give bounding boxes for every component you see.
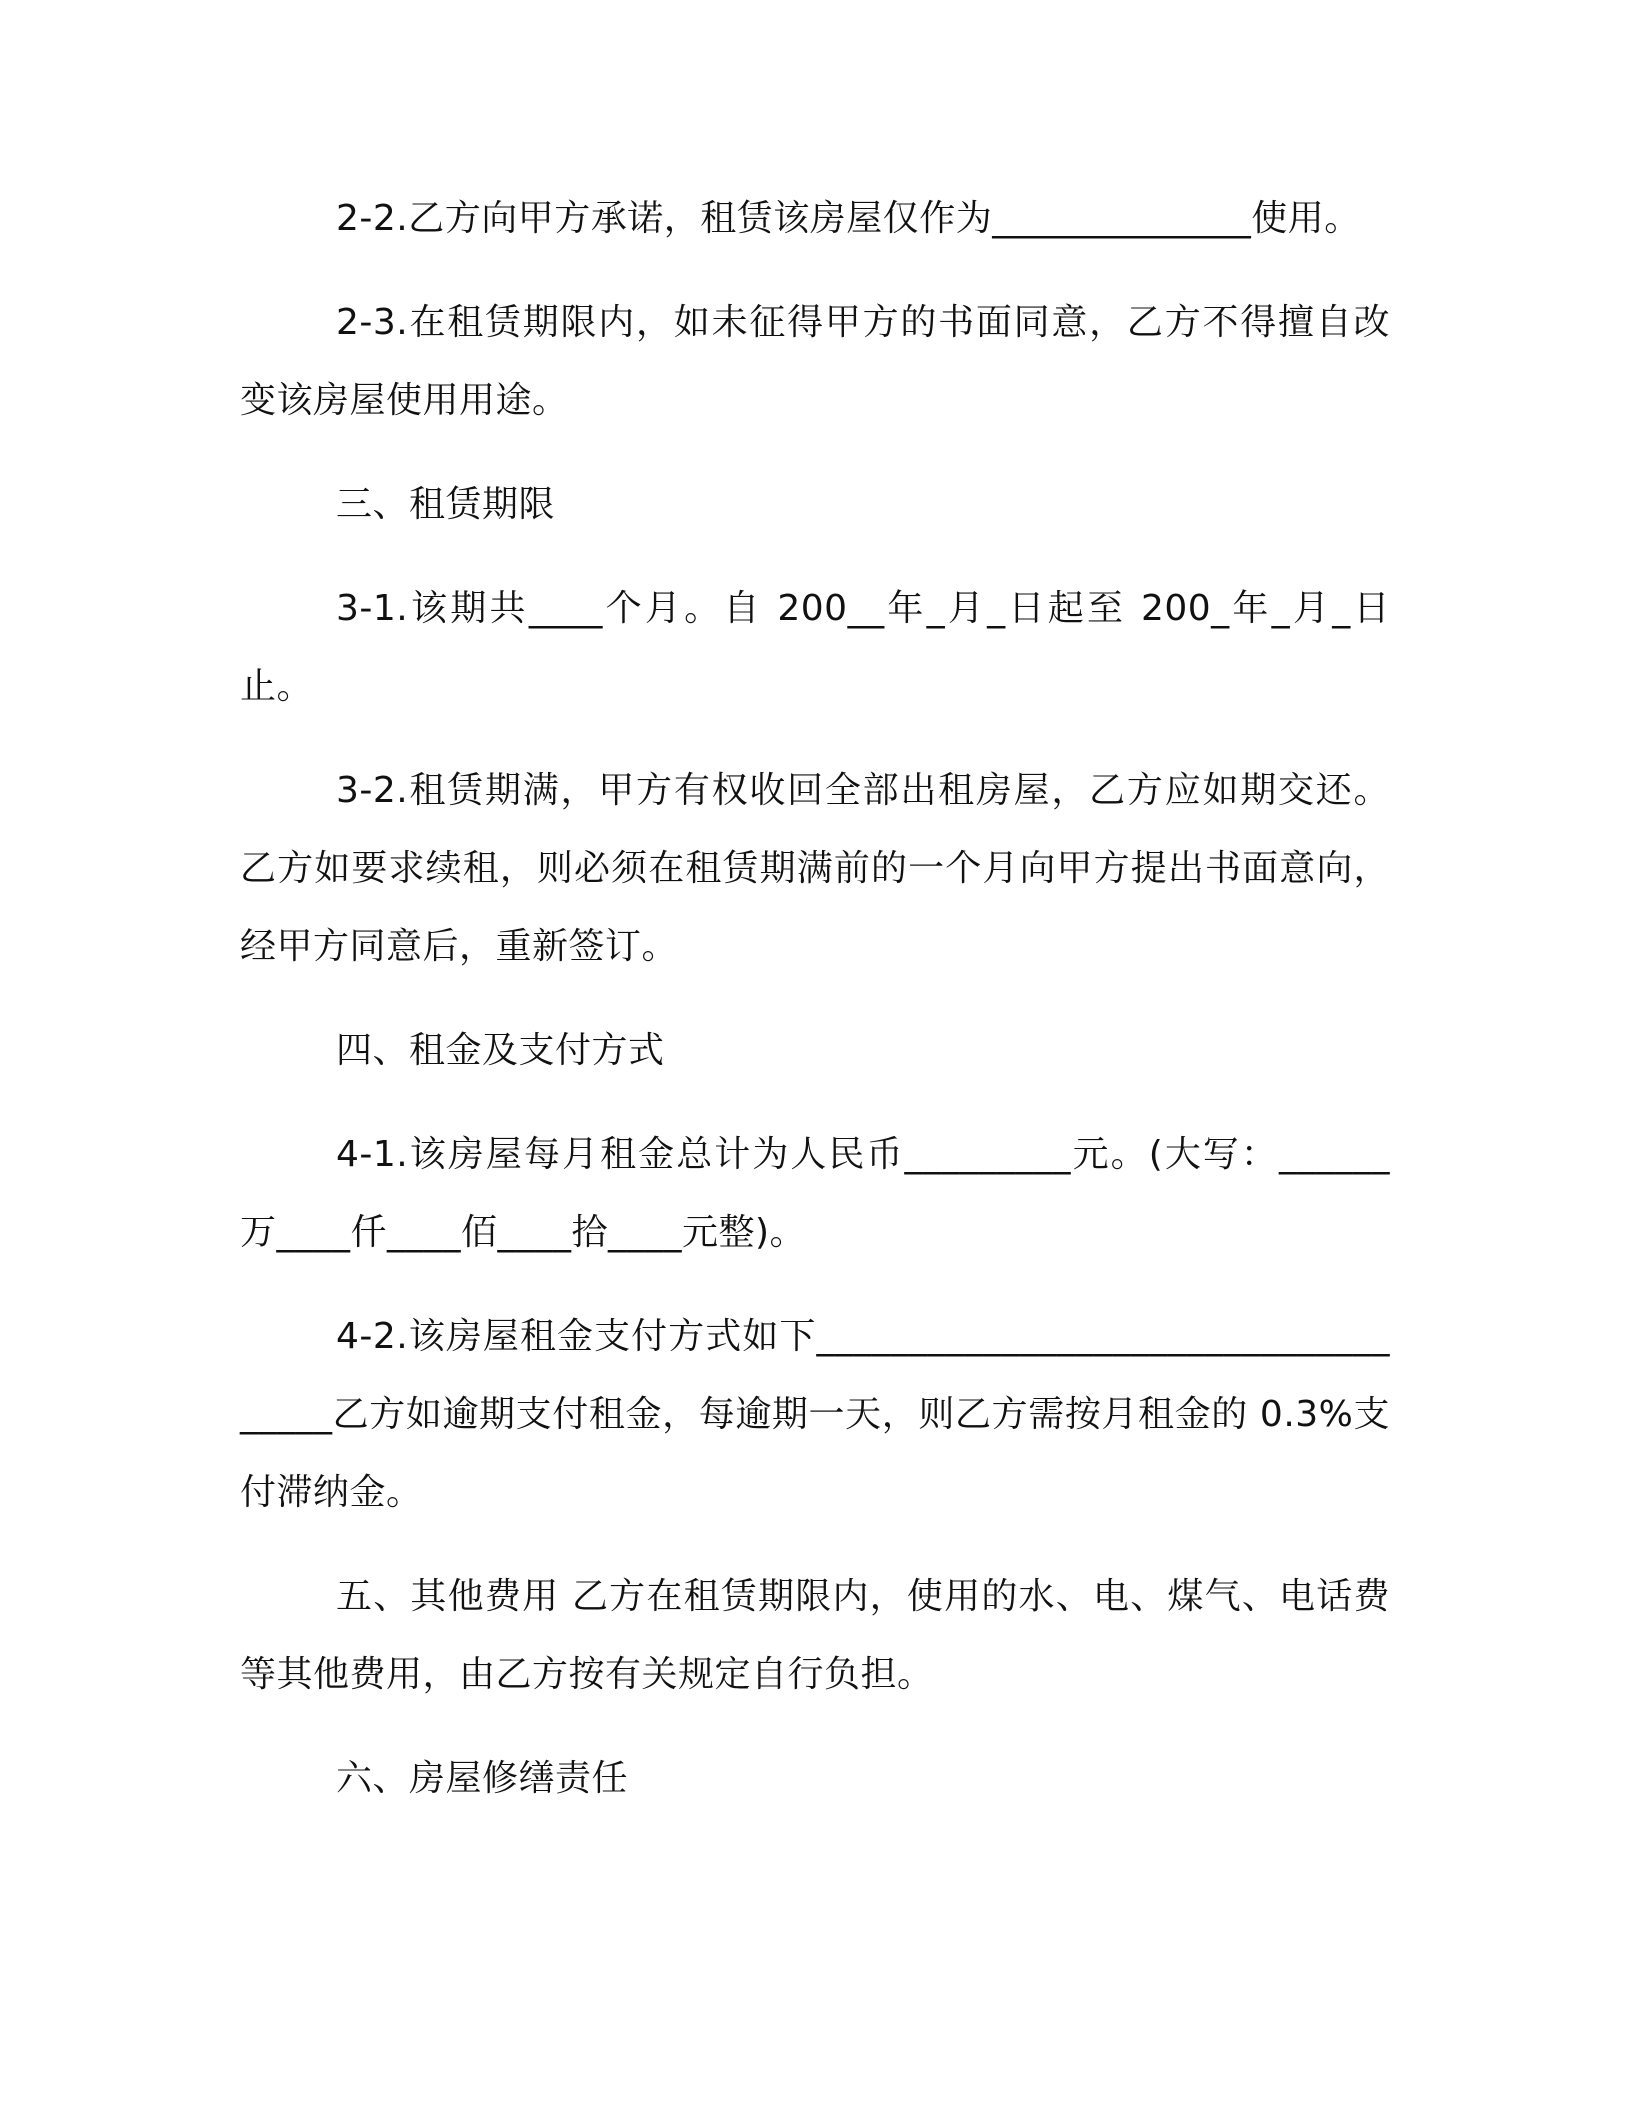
clause-2-3: 2-3.在租赁期限内，如未征得甲方的书面同意，乙方不得擅自改变该房屋使用用途。 bbox=[240, 302, 1390, 421]
document-body bbox=[240, 180, 1390, 1818]
clause-2-2: 2-2.乙方向甲方承诺，租赁该房屋仅作为______________使用。 bbox=[336, 198, 1361, 239]
clause-4-2: 4-2.该房屋租金支付方式如下____________________________________乙方如逾期支付租金，每逾期一天，则乙方需按月租金的 0.3%支付滞纳金。 bbox=[240, 1316, 1390, 1513]
section-other-fees: 五、其他费用 乙方在租赁期限内，使用的水、电、煤气、电话费等其他费用，由乙方按有关规定自行负担。 bbox=[240, 1576, 1390, 1695]
section-heading-rent-payment: 四、租金及支付方式 bbox=[336, 1030, 665, 1071]
section-heading-lease-term: 三、租赁期限 bbox=[336, 484, 556, 525]
clause-3-2: 3-2.租赁期满，甲方有权收回全部出租房屋，乙方应如期交还。乙方如要求续租，则必须在租赁期满前的一个月向甲方提出书面意向，经甲方同意后，重新签订。 bbox=[240, 770, 1390, 967]
section-heading-repair-responsibility: 六、房屋修缮责任 bbox=[336, 1758, 629, 1799]
clause-3-1: 3-1.该期共____个月。自 200__年_月_日起至 200_年_月_日止。 bbox=[240, 588, 1390, 707]
clause-4-1: 4-1.该房屋每月租金总计为人民币_________元。(大写：______万____仟____佰____拾____元整)。 bbox=[240, 1134, 1390, 1253]
